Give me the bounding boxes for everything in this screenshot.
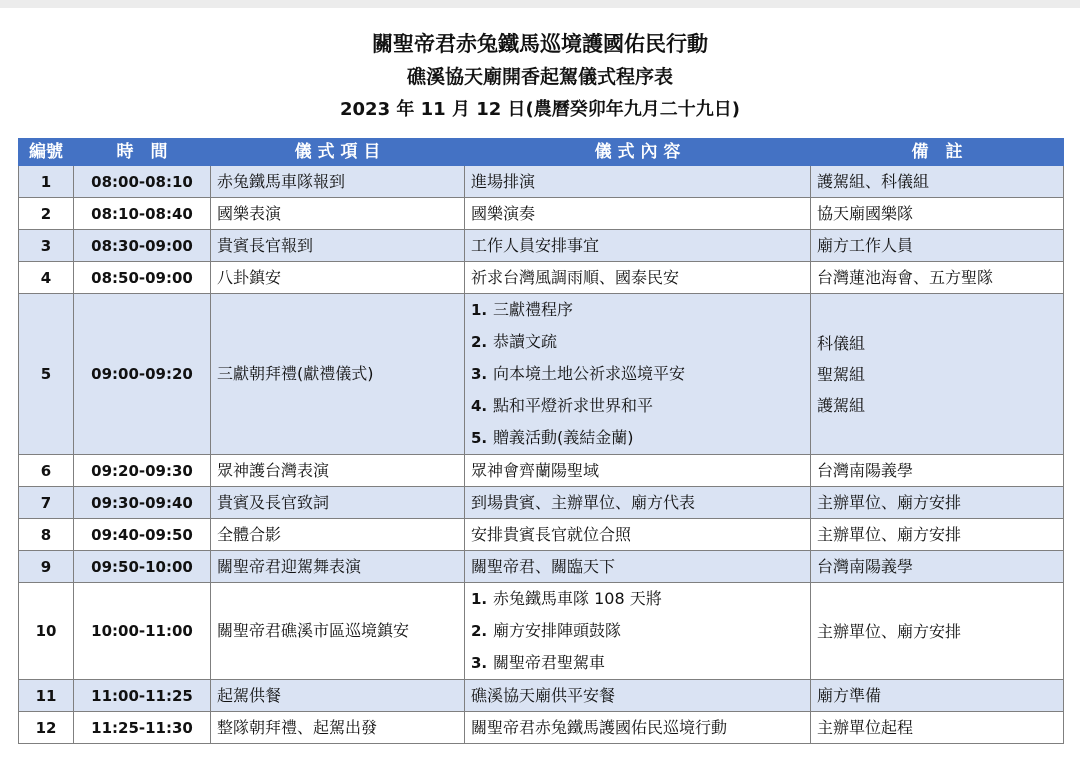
note-line: 台灣南陽義學: [817, 557, 914, 576]
row-time: 08:30-09:00: [74, 230, 211, 262]
row-ceremony-content: [465, 551, 811, 583]
row-notes: [811, 487, 1064, 519]
row-ceremony-item: 整隊朝拜禮、起駕出發: [211, 712, 465, 744]
row-time: 08:50-09:00: [74, 262, 211, 294]
row-ceremony-item: 貴賓長官報到: [211, 230, 465, 262]
row-notes: [811, 712, 1064, 744]
row-time: 11:25-11:30: [74, 712, 211, 744]
row-notes: [811, 262, 1064, 294]
row-ceremony-content: [465, 294, 811, 455]
note-line: 主辦單位、廟方安排: [817, 525, 962, 544]
row-ceremony-content: [465, 583, 811, 680]
row-time: 09:20-09:30: [74, 455, 211, 487]
note-line: 聖駕組: [817, 364, 866, 384]
document-subtitle: 礁溪協天廟開香起駕儀式程序表: [406, 66, 673, 88]
column-header-content: 儀 式 內 容: [465, 139, 811, 166]
note-line: 主辦單位起程: [817, 718, 914, 737]
column-header-item: 儀 式 項 目: [211, 139, 465, 166]
table-row: [19, 166, 1064, 198]
row-ceremony-content: [465, 455, 811, 487]
content-line: [471, 358, 804, 390]
document-date: 2023 年 11 月 12 日(農曆癸卯年九月二十九日): [340, 99, 740, 120]
content-line: [471, 294, 804, 326]
content-line: 眾神會齊蘭陽聖域: [471, 461, 600, 480]
row-ceremony-item: 關聖帝君迎駕舞表演: [211, 551, 465, 583]
content-line-text: 向本境土地公祈求巡境平安: [493, 364, 686, 383]
content-line: 關聖帝君赤兔鐵馬護國佑民巡境行動: [471, 718, 728, 737]
row-ceremony-item: 關聖帝君礁溪市區巡境鎮安: [211, 583, 465, 680]
table-body: [19, 166, 1064, 744]
row-number: 5: [19, 294, 74, 455]
row-time: 09:50-10:00: [74, 551, 211, 583]
content-line-number: 3.: [471, 654, 488, 672]
row-ceremony-item: 貴賓及長官致詞: [211, 487, 465, 519]
row-ceremony-content: [465, 198, 811, 230]
content-line-text: 三獻禮程序: [493, 300, 574, 319]
column-header-notes: 備 註: [811, 139, 1064, 166]
content-line: 安排貴賓長官就位合照: [471, 525, 632, 544]
note-line: 護駕組: [817, 395, 866, 415]
content-line-text: 關聖帝君聖駕車: [493, 653, 606, 672]
content-line-number: 2.: [471, 622, 488, 640]
row-notes: [811, 680, 1064, 712]
row-time: 09:40-09:50: [74, 519, 211, 551]
content-line-number: 1.: [471, 301, 488, 319]
row-time: 08:10-08:40: [74, 198, 211, 230]
document-title: 關聖帝君赤兔鐵馬巡境護國佑民行動: [372, 32, 708, 56]
column-header-time: 時 間: [74, 139, 211, 166]
content-line: 關聖帝君、關臨天下: [471, 557, 616, 576]
table-row: [19, 519, 1064, 551]
row-time: 09:00-09:20: [74, 294, 211, 455]
row-ceremony-item: 起駕供餐: [211, 680, 465, 712]
row-time: 09:30-09:40: [74, 487, 211, 519]
row-number: 10: [19, 583, 74, 680]
table-row: [19, 487, 1064, 519]
row-ceremony-item: 八卦鎮安: [211, 262, 465, 294]
table-row: [19, 455, 1064, 487]
content-line: [471, 615, 804, 647]
content-line: 礁溪協天廟供平安餐: [471, 686, 616, 705]
note-line: 主辦單位、廟方安排: [817, 493, 962, 512]
row-time: 08:00-08:10: [74, 166, 211, 198]
table-header-row: [19, 139, 1064, 166]
note-line: 台灣蓮池海會、五方聖隊: [817, 268, 994, 287]
row-ceremony-content: [465, 487, 811, 519]
row-ceremony-item: 三獻朝拜禮(獻禮儀式): [211, 294, 465, 455]
content-line-number: 1.: [471, 590, 488, 608]
row-ceremony-content: [465, 712, 811, 744]
content-line-text: 廟方安排陣頭鼓隊: [493, 621, 622, 640]
row-number: 7: [19, 487, 74, 519]
table-row: [19, 551, 1064, 583]
table-row: [19, 230, 1064, 262]
document-header: [0, 28, 1080, 124]
content-line: 工作人員安排事宜: [471, 236, 600, 255]
row-time: 10:00-11:00: [74, 583, 211, 680]
content-line-text: 恭讀文疏: [493, 332, 558, 351]
note-line: 科儀組: [817, 333, 866, 353]
row-number: 1: [19, 166, 74, 198]
row-ceremony-content: [465, 166, 811, 198]
row-ceremony-item: 全體合影: [211, 519, 465, 551]
row-number: 4: [19, 262, 74, 294]
content-line-number: 3.: [471, 365, 488, 383]
note-line: 協天廟國樂隊: [817, 204, 914, 223]
row-notes: [811, 294, 1064, 455]
content-line: [471, 422, 804, 454]
content-line-number: 4.: [471, 397, 488, 415]
table-row: [19, 198, 1064, 230]
top-bar: [0, 0, 1080, 8]
ceremony-schedule-table: [18, 138, 1064, 744]
row-time: 11:00-11:25: [74, 680, 211, 712]
content-line: [471, 647, 804, 679]
row-notes: [811, 198, 1064, 230]
content-line-number: 2.: [471, 333, 488, 351]
content-line: 祈求台灣風調雨順、國泰民安: [471, 268, 680, 287]
table-row: [19, 712, 1064, 744]
content-line: [471, 326, 804, 358]
content-line: 到場貴賓、主辦單位、廟方代表: [471, 493, 696, 512]
row-ceremony-content: [465, 262, 811, 294]
row-number: 12: [19, 712, 74, 744]
content-line-text: 點和平燈祈求世界和平: [493, 396, 654, 415]
row-number: 2: [19, 198, 74, 230]
row-notes: [811, 519, 1064, 551]
table-row: [19, 680, 1064, 712]
row-notes: [811, 583, 1064, 680]
note-line: 台灣南陽義學: [817, 461, 914, 480]
content-line-text: 赤兔鐵馬車隊 108 天將: [493, 589, 662, 608]
content-line: 國樂演奏: [471, 204, 536, 223]
content-line: 進場排演: [471, 172, 536, 191]
table-row: [19, 294, 1064, 455]
row-notes: [811, 551, 1064, 583]
note-line: 廟方工作人員: [817, 236, 914, 255]
row-ceremony-content: [465, 230, 811, 262]
row-ceremony-item: 眾神護台灣表演: [211, 455, 465, 487]
content-line: [471, 583, 804, 615]
note-line: 廟方準備: [817, 686, 882, 705]
row-ceremony-item: 赤兔鐵馬車隊報到: [211, 166, 465, 198]
note-line: 護駕組、科儀組: [817, 172, 930, 191]
table-row: [19, 583, 1064, 680]
row-number: 6: [19, 455, 74, 487]
row-number: 8: [19, 519, 74, 551]
row-number: 11: [19, 680, 74, 712]
column-header-number: 編號: [19, 139, 74, 166]
row-number: 9: [19, 551, 74, 583]
row-notes: [811, 166, 1064, 198]
row-notes: [811, 230, 1064, 262]
content-line-text: 贈義活動(義結金蘭): [493, 428, 634, 447]
content-line: [471, 390, 804, 422]
row-ceremony-item: 國樂表演: [211, 198, 465, 230]
content-line-number: 5.: [471, 429, 488, 447]
row-ceremony-content: [465, 680, 811, 712]
row-ceremony-content: [465, 519, 811, 551]
table-row: [19, 262, 1064, 294]
row-notes: [811, 455, 1064, 487]
row-number: 3: [19, 230, 74, 262]
note-line: 主辦單位、廟方安排: [817, 621, 962, 641]
